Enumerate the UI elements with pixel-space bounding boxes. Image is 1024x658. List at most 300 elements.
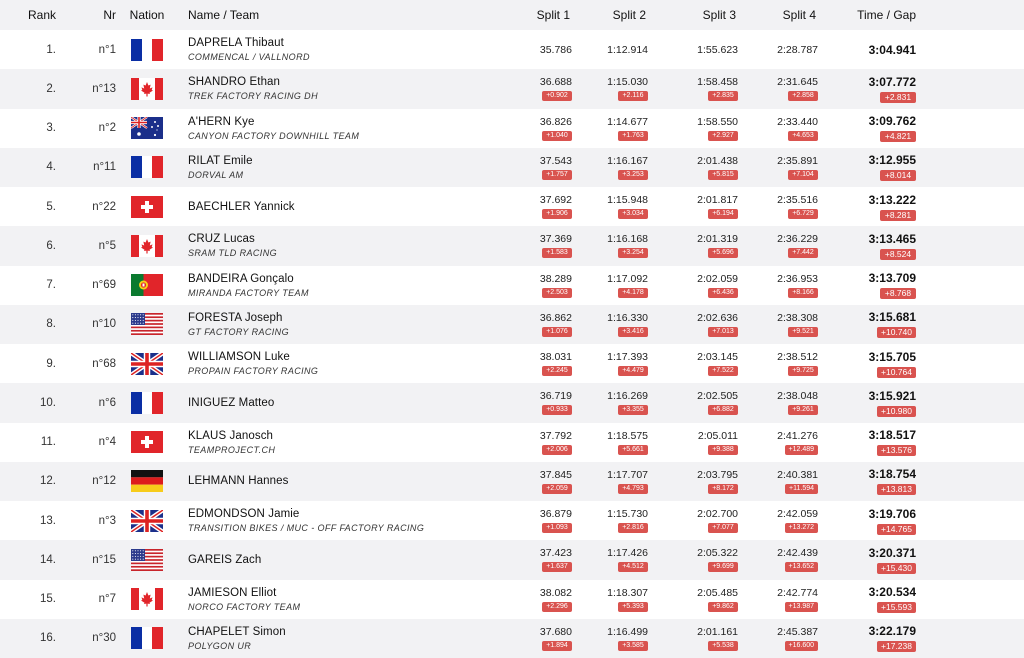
split-gap-badge: +4.479 — [618, 366, 648, 376]
rank-cell: 5. — [46, 200, 56, 213]
table-row[interactable] — [0, 148, 1024, 187]
split-3-cell — [648, 116, 738, 141]
bib-number-cell: n°1 — [98, 43, 116, 56]
table-body — [0, 30, 1024, 658]
nation-cell — [116, 470, 178, 492]
split-gap-badge: +9.261 — [788, 405, 818, 415]
split-time: 2:01.319 — [697, 233, 738, 246]
split-gap-badge: +16.600 — [785, 641, 819, 651]
time-gap-cell — [818, 546, 924, 574]
nation-cell — [116, 627, 178, 649]
final-gap-badge: +13.576 — [877, 445, 916, 456]
team-name: POLYGON UR — [188, 640, 252, 651]
split-time: 1:55.623 — [697, 43, 738, 56]
rider-name[interactable]: A'HERN Kye — [188, 115, 255, 128]
header-nr[interactable]: Nr — [103, 8, 116, 22]
rider-name[interactable]: RILAT Emile — [188, 154, 253, 167]
split-2-cell — [572, 194, 648, 219]
bib-number-cell: n°2 — [98, 122, 116, 135]
header-split-1[interactable]: Split 1 — [536, 8, 570, 22]
bib-number-cell: n°68 — [92, 357, 116, 370]
split-time: 2:42.059 — [777, 508, 818, 521]
flag-sui-icon — [131, 431, 163, 453]
split-gap-badge: +13.987 — [785, 602, 819, 612]
rank-cell: 15. — [40, 593, 56, 606]
split-gap-badge: +3.253 — [618, 170, 648, 180]
split-3-cell — [648, 469, 738, 494]
table-row[interactable] — [0, 305, 1024, 344]
split-3-cell — [648, 44, 738, 56]
split-3-cell — [648, 312, 738, 337]
split-gap-badge: +9.699 — [708, 562, 738, 572]
split-1-cell — [484, 547, 572, 572]
flag-can-icon — [131, 235, 163, 257]
rank-cell: 11. — [40, 436, 56, 449]
rider-name[interactable]: DAPRELA Thibaut — [188, 37, 284, 50]
split-gap-badge: +5.696 — [708, 248, 738, 258]
final-time: 3:18.754 — [868, 467, 916, 482]
bib-number-cell: n°69 — [92, 279, 116, 292]
split-1-cell — [484, 469, 572, 494]
time-gap-cell — [818, 624, 924, 652]
split-gap-badge: +5.538 — [708, 641, 738, 651]
final-time: 3:13.465 — [868, 231, 916, 246]
final-time: 3:04.941 — [868, 42, 916, 57]
name-team-cell — [178, 626, 484, 651]
final-gap-badge: +4.821 — [880, 131, 916, 142]
split-gap-badge: +1.906 — [542, 209, 572, 219]
final-time: 3:12.955 — [868, 153, 916, 168]
split-4-cell — [738, 194, 818, 219]
rank-cell: 3. — [46, 122, 56, 135]
split-2-cell — [572, 430, 648, 455]
header-nation[interactable]: Nation — [129, 8, 165, 22]
split-time: 37.792 — [539, 429, 572, 442]
split-gap-badge: +3.416 — [618, 327, 648, 337]
split-gap-badge: +7.522 — [708, 366, 738, 376]
split-4-cell — [738, 312, 818, 337]
table-row[interactable] — [0, 344, 1024, 383]
split-2-cell — [572, 44, 648, 56]
time-gap-cell — [818, 114, 924, 142]
rider-name[interactable]: FORESTA Joseph — [188, 311, 283, 324]
final-gap-badge: +10.764 — [877, 367, 916, 378]
team-name: TREK FACTORY RACING DH — [188, 91, 318, 102]
nation-cell — [116, 549, 178, 571]
split-2-cell — [572, 587, 648, 612]
split-1-cell — [484, 430, 572, 455]
name-team-cell — [178, 587, 484, 612]
rider-name[interactable]: SHANDRO Ethan — [188, 76, 281, 89]
team-name: CANYON FACTORY DOWNHILL TEAM — [188, 130, 360, 141]
time-gap-cell — [818, 43, 924, 57]
split-time: 1:58.458 — [697, 76, 738, 89]
name-team-cell — [178, 397, 484, 409]
final-time: 3:19.706 — [868, 506, 916, 521]
time-gap-cell — [818, 153, 924, 181]
nation-cell — [116, 235, 178, 257]
split-2-cell — [572, 626, 648, 651]
split-4-cell — [738, 508, 818, 533]
split-gap-badge: +1.093 — [542, 523, 572, 533]
time-gap-cell — [818, 310, 924, 338]
split-time: 37.692 — [539, 194, 572, 207]
split-gap-badge: +5.815 — [708, 170, 738, 180]
split-gap-badge: +8.172 — [708, 484, 738, 494]
split-time: 2:33.440 — [777, 115, 818, 128]
header-split-4[interactable]: Split 4 — [782, 8, 816, 22]
split-3-cell — [648, 194, 738, 219]
split-time: 36.862 — [539, 311, 572, 324]
split-gap-badge: +7.077 — [708, 523, 738, 533]
rank-cell: 10. — [40, 396, 56, 409]
split-2-cell — [572, 155, 648, 180]
split-gap-badge: +9.725 — [788, 366, 818, 376]
flag-aus-icon — [131, 117, 163, 139]
flag-fra-icon — [131, 156, 163, 178]
team-name: TEAMPROJECT.CH — [188, 444, 276, 455]
split-gap-badge: +2.503 — [542, 288, 572, 298]
split-2-cell — [572, 233, 648, 258]
bib-number-cell: n°11 — [93, 161, 116, 174]
final-gap-badge: +8.014 — [880, 170, 916, 181]
header-name-team[interactable]: Name / Team — [188, 8, 260, 22]
split-time: 1:16.269 — [607, 390, 648, 403]
split-time: 2:02.505 — [697, 390, 738, 403]
final-gap-badge: +8.768 — [880, 288, 916, 299]
final-time: 3:07.772 — [868, 74, 916, 89]
split-time: 36.879 — [539, 508, 572, 521]
table-row[interactable] — [0, 226, 1024, 265]
split-time: 36.719 — [539, 390, 572, 403]
split-gap-badge: +3.254 — [618, 248, 648, 258]
split-4-cell — [738, 587, 818, 612]
split-2-cell — [572, 116, 648, 141]
table-row[interactable] — [0, 383, 1024, 422]
nation-cell — [116, 392, 178, 414]
split-time: 1:16.499 — [607, 625, 648, 638]
split-gap-badge: +0.902 — [542, 91, 572, 101]
split-time: 2:05.011 — [697, 429, 738, 442]
table-row[interactable] — [0, 580, 1024, 619]
split-time: 2:38.308 — [777, 311, 818, 324]
split-time: 2:36.229 — [777, 233, 818, 246]
split-time: 37.845 — [539, 468, 572, 481]
rank-cell: 7. — [46, 279, 56, 292]
header-time-gap[interactable]: Time / Gap — [857, 8, 916, 22]
split-time: 1:16.330 — [607, 311, 648, 324]
split-4-cell — [738, 351, 818, 376]
split-4-cell — [738, 469, 818, 494]
rank-cell: 16. — [40, 632, 56, 645]
team-name: COMMENCAL / VALLNORD — [188, 52, 310, 63]
split-4-cell — [738, 273, 818, 298]
table-row[interactable] — [0, 187, 1024, 226]
split-gap-badge: +2.296 — [542, 602, 572, 612]
final-time: 3:09.762 — [868, 114, 916, 129]
flag-ger-icon — [131, 470, 163, 492]
split-time: 2:42.439 — [777, 547, 818, 560]
split-3-cell — [648, 273, 738, 298]
bib-number-cell: n°12 — [92, 475, 116, 488]
flag-fra-icon — [131, 392, 163, 414]
final-gap-badge: +15.593 — [877, 602, 916, 613]
final-gap-badge: +13.813 — [877, 484, 916, 495]
split-gap-badge: +4.512 — [618, 562, 648, 572]
header-split-2[interactable]: Split 2 — [612, 8, 646, 22]
split-time: 2:36.953 — [777, 272, 818, 285]
split-gap-badge: +2.006 — [542, 445, 572, 455]
time-gap-cell — [818, 585, 924, 613]
header-split-3[interactable]: Split 3 — [702, 8, 736, 22]
name-team-cell — [178, 508, 484, 533]
final-time: 3:15.921 — [868, 388, 916, 403]
split-gap-badge: +3.034 — [618, 209, 648, 219]
split-3-cell — [648, 626, 738, 651]
split-gap-badge: +4.653 — [788, 131, 818, 141]
table-row[interactable] — [0, 109, 1024, 148]
header-rank[interactable]: Rank — [27, 8, 56, 22]
split-time: 36.688 — [539, 76, 572, 89]
split-gap-badge: +5.661 — [618, 445, 648, 455]
split-2-cell — [572, 390, 648, 415]
team-name: PROPAIN FACTORY RACING — [188, 366, 319, 377]
name-team-cell — [178, 273, 484, 298]
split-time: 1:58.550 — [697, 115, 738, 128]
name-team-cell — [178, 116, 484, 141]
team-name: GT FACTORY RACING — [188, 326, 289, 337]
split-1-cell — [484, 390, 572, 415]
time-gap-cell — [818, 193, 924, 221]
split-gap-badge: +2.835 — [708, 91, 738, 101]
bib-number-cell: n°15 — [92, 553, 116, 566]
flag-gbr-icon — [131, 353, 163, 375]
split-gap-badge: +6.729 — [788, 209, 818, 219]
split-1-cell — [484, 626, 572, 651]
time-gap-cell — [818, 467, 924, 495]
split-time: 2:35.891 — [777, 154, 818, 167]
split-1-cell — [484, 351, 572, 376]
split-time: 2:01.817 — [697, 194, 738, 207]
bib-number-cell: n°10 — [92, 318, 116, 331]
final-gap-badge: +17.238 — [877, 641, 916, 652]
split-time: 2:42.774 — [777, 586, 818, 599]
time-gap-cell — [818, 350, 924, 378]
split-2-cell — [572, 469, 648, 494]
split-2-cell — [572, 312, 648, 337]
split-gap-badge: +1.763 — [618, 131, 648, 141]
rank-cell: 12. — [40, 475, 56, 488]
split-time: 1:15.030 — [607, 76, 648, 89]
rank-cell: 14. — [40, 553, 56, 566]
split-gap-badge: +1.583 — [542, 248, 572, 258]
split-3-cell — [648, 547, 738, 572]
split-time: 2:35.516 — [777, 194, 818, 207]
final-gap-badge: +8.524 — [880, 249, 916, 260]
bib-number-cell: n°6 — [98, 396, 116, 409]
rider-name[interactable]: CHAPELET Simon — [188, 625, 286, 638]
split-3-cell — [648, 351, 738, 376]
name-team-cell — [178, 430, 484, 455]
name-team-cell — [178, 76, 484, 101]
split-time: 1:17.393 — [607, 351, 648, 364]
team-name: NORCO FACTORY TEAM — [188, 601, 301, 612]
split-gap-badge: +4.178 — [618, 288, 648, 298]
nation-cell — [116, 39, 178, 61]
split-2-cell — [572, 273, 648, 298]
split-time: 2:03.145 — [697, 351, 738, 364]
table-row[interactable] — [0, 501, 1024, 540]
split-gap-badge: +3.355 — [618, 405, 648, 415]
split-gap-badge: +1.076 — [542, 327, 572, 337]
split-4-cell — [738, 430, 818, 455]
split-gap-badge: +2.116 — [618, 91, 648, 101]
rider-name[interactable]: CRUZ Lucas — [188, 233, 255, 246]
flag-gbr-icon — [131, 510, 163, 532]
split-4-cell — [738, 390, 818, 415]
split-time: 36.826 — [539, 115, 572, 128]
split-time: 2:02.636 — [697, 311, 738, 324]
split-1-cell — [484, 116, 572, 141]
split-1-cell — [484, 312, 572, 337]
split-gap-badge: +12.489 — [785, 445, 819, 455]
final-gap-badge: +2.831 — [880, 92, 916, 103]
split-2-cell — [572, 547, 648, 572]
nation-cell — [116, 78, 178, 100]
split-time: 2:01.438 — [697, 154, 738, 167]
split-gap-badge: +2.816 — [618, 523, 648, 533]
bib-number-cell: n°7 — [98, 593, 116, 606]
split-time: 2:31.645 — [777, 76, 818, 89]
team-name: MIRANDA FACTORY TEAM — [188, 287, 309, 298]
final-time: 3:13.709 — [868, 271, 916, 286]
split-4-cell — [738, 626, 818, 651]
split-gap-badge: +9.521 — [788, 327, 818, 337]
time-gap-cell — [818, 389, 924, 417]
split-time: 1:18.575 — [607, 429, 648, 442]
table-row[interactable] — [0, 266, 1024, 305]
split-time: 1:16.168 — [607, 233, 648, 246]
split-4-cell — [738, 155, 818, 180]
split-time: 2:05.322 — [697, 547, 738, 560]
bib-number-cell: n°3 — [98, 514, 116, 527]
split-3-cell — [648, 155, 738, 180]
bib-number-cell: n°4 — [98, 436, 116, 449]
split-4-cell — [738, 547, 818, 572]
rank-cell: 8. — [46, 318, 56, 331]
final-gap-badge: +14.765 — [877, 524, 916, 535]
flag-fra-icon — [131, 627, 163, 649]
split-gap-badge: +1.040 — [542, 131, 572, 141]
split-time: 1:17.707 — [607, 468, 648, 481]
split-time: 2:01.161 — [697, 625, 738, 638]
bib-number-cell: n°30 — [92, 632, 116, 645]
split-3-cell — [648, 76, 738, 101]
table-row[interactable] — [0, 30, 1024, 69]
table-row[interactable] — [0, 69, 1024, 108]
split-gap-badge: +6.194 — [708, 209, 738, 219]
split-time: 37.369 — [539, 233, 572, 246]
split-4-cell — [738, 233, 818, 258]
team-name: TRANSITION BIKES / MUC - OFF FACTORY RACING — [188, 523, 425, 534]
split-time: 37.543 — [539, 154, 572, 167]
bib-number-cell: n°5 — [98, 239, 116, 252]
split-time: 1:12.914 — [607, 43, 648, 56]
name-team-cell — [178, 351, 484, 376]
flag-usa-icon — [131, 313, 163, 335]
table-row[interactable] — [0, 462, 1024, 501]
name-team-cell — [178, 37, 484, 62]
split-time: 1:17.092 — [607, 272, 648, 285]
time-gap-cell — [818, 428, 924, 456]
rank-cell: 2. — [46, 82, 56, 95]
split-4-cell — [738, 44, 818, 56]
split-time: 2:38.048 — [777, 390, 818, 403]
rider-name[interactable]: GAREIS Zach — [188, 553, 262, 566]
rank-cell: 4. — [46, 161, 56, 174]
split-gap-badge: +2.059 — [542, 484, 572, 494]
rider-name[interactable]: WILLIAMSON Luke — [188, 351, 290, 364]
rank-cell: 6. — [46, 239, 56, 252]
nation-cell — [116, 196, 178, 218]
split-2-cell — [572, 76, 648, 101]
split-gap-badge: +2.927 — [708, 131, 738, 141]
rider-name[interactable]: LEHMANN Hannes — [188, 475, 289, 488]
split-time: 1:17.426 — [607, 547, 648, 560]
split-1-cell — [484, 587, 572, 612]
final-gap-badge: +8.281 — [880, 210, 916, 221]
split-3-cell — [648, 390, 738, 415]
nation-cell — [116, 588, 178, 610]
rider-name[interactable]: EDMONDSON Jamie — [188, 508, 300, 521]
split-gap-badge: +3.585 — [618, 641, 648, 651]
split-gap-badge: +2.245 — [542, 366, 572, 376]
split-1-cell — [484, 76, 572, 101]
final-gap-badge: +10.980 — [877, 406, 916, 417]
split-gap-badge: +11.594 — [785, 484, 818, 494]
rider-name[interactable]: KLAUS Janosch — [188, 429, 274, 442]
name-team-cell — [178, 475, 484, 487]
split-gap-badge: +5.393 — [618, 602, 648, 612]
flag-usa-icon — [131, 549, 163, 571]
nation-cell — [116, 431, 178, 453]
table-row[interactable] — [0, 423, 1024, 462]
final-time: 3:22.179 — [868, 624, 916, 639]
name-team-cell — [178, 312, 484, 337]
rider-name[interactable]: BANDEIRA Gonçalo — [188, 272, 294, 285]
time-gap-cell — [818, 75, 924, 103]
final-time: 3:13.222 — [868, 192, 916, 207]
table-row[interactable] — [0, 540, 1024, 579]
split-time: 38.289 — [539, 272, 572, 285]
rider-name[interactable]: INIGUEZ Matteo — [188, 396, 275, 409]
rider-name[interactable]: BAECHLER Yannick — [188, 200, 295, 213]
split-gap-badge: +1.894 — [542, 641, 572, 651]
team-name: SRAM TLD RACING — [188, 248, 278, 259]
rank-cell: 9. — [46, 357, 56, 370]
rider-name[interactable]: JAMIESON Elliot — [188, 586, 277, 599]
split-time: 35.786 — [539, 43, 572, 56]
split-time: 1:15.948 — [607, 194, 648, 207]
split-time: 2:02.059 — [697, 272, 738, 285]
bib-number-cell: n°22 — [92, 200, 116, 213]
split-gap-badge: +6.436 — [708, 288, 738, 298]
bib-number-cell: n°13 — [92, 82, 116, 95]
split-gap-badge: +1.637 — [542, 562, 572, 572]
table-row[interactable] — [0, 619, 1024, 658]
split-3-cell — [648, 587, 738, 612]
split-4-cell — [738, 116, 818, 141]
